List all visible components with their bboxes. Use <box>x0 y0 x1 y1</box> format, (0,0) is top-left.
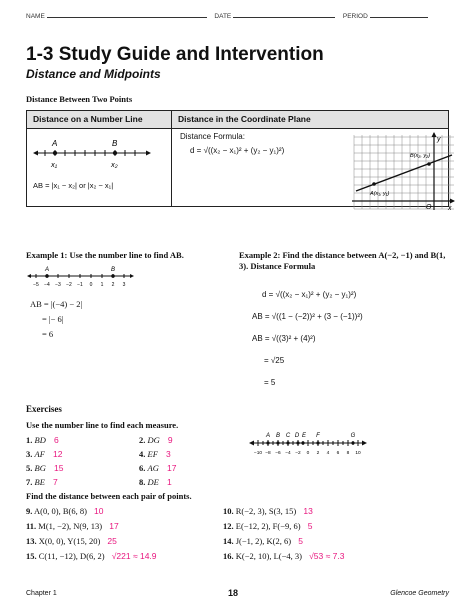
answer: 15 <box>53 463 64 473</box>
pair-item: 12. E(−12, 2), F(−9, 6) 5 <box>223 521 313 531</box>
ex1-tick-label: −2 <box>66 282 72 288</box>
answer: 25 <box>107 536 117 546</box>
example1-work <box>30 297 82 342</box>
col1-header: Distance on a Number Line <box>27 111 172 129</box>
ex1-tick-label: −4 <box>44 282 50 288</box>
exercises-mid-col <box>139 433 176 489</box>
exercises-heading: Exercises <box>26 404 62 414</box>
col2-cell <box>172 129 452 211</box>
pair-item: 16. K(−2, 10), L(−4, 3) √53 ≈ 7.3 <box>223 551 345 561</box>
graph-origin-label: O <box>426 204 432 211</box>
ex2-line: = 5 <box>264 378 276 387</box>
ex-point-label: A <box>265 433 271 439</box>
example1-heading <box>26 250 184 260</box>
ex1-line: = |− 6| <box>42 314 64 324</box>
graph-point-a: A(x₁, y₁) <box>370 191 390 197</box>
exercise-item: 5. BG 15 <box>26 463 64 473</box>
answer: √221 ≈ 14.9 <box>111 551 157 561</box>
exercises-instruction-1: Use the number line to find each measure. <box>26 420 179 430</box>
ex2-line: AB = √((3)² + (4)²) <box>252 334 316 343</box>
pair-item: 9. A(0, 0), B(6, 8) 10 <box>26 506 104 516</box>
x1-label: x₁ <box>51 160 58 169</box>
pairs-right-col <box>223 504 344 564</box>
exercises-left-col <box>26 433 63 489</box>
answer: 9 <box>167 435 173 445</box>
answer: √53 ≈ 7.3 <box>309 551 345 561</box>
ex1-tick-label: 2 <box>111 282 115 288</box>
exercise-item: 2. DG 9 <box>139 435 173 445</box>
answer: 17 <box>166 463 177 473</box>
section-heading: Distance Between Two Points <box>26 94 133 104</box>
graph-y-label: y <box>437 136 441 143</box>
pair-item: 13. X(0, 0), Y(15, 20) 25 <box>26 536 117 546</box>
page-subtitle: Distance and Midpoints <box>26 67 161 81</box>
example2-heading-text: Find the distance between A(−2, −1) and B(1, 3). Distance Formula <box>239 250 446 271</box>
period-label: PERIOD <box>342 13 368 20</box>
distance-formula-label: Distance Formula: <box>180 132 245 141</box>
ex-tick-label: 2 <box>316 451 320 456</box>
answer: 1 <box>166 477 172 487</box>
graph-point-b: B(x₂, y₂) <box>410 153 431 159</box>
ex1-tick-label: 1 <box>100 282 104 288</box>
ex-tick-label: 4 <box>326 451 330 456</box>
ex1-tick-label: −3 <box>55 282 61 288</box>
period-blank <box>370 17 428 18</box>
ex-point-label: C <box>285 433 291 439</box>
example2-heading-bold: Example 2: <box>239 250 281 260</box>
answer: 6 <box>53 435 59 445</box>
answer: 5 <box>307 521 313 531</box>
name-blank <box>47 17 207 18</box>
ex-tick-label: −4 <box>285 451 291 456</box>
ex-tick-label: −8 <box>265 451 271 456</box>
ex-point-label: G <box>350 433 356 439</box>
answer: 10 <box>94 506 104 516</box>
date-blank <box>233 17 335 18</box>
ex1-point-a: A <box>45 267 50 273</box>
ex-point-label: F <box>316 433 320 439</box>
ex1-tick-label: 0 <box>89 282 93 288</box>
example1-heading-text: Use the number line to find AB. <box>69 250 184 260</box>
ex1-line: = 6 <box>42 329 54 339</box>
ex-point-label: E <box>301 433 307 439</box>
point-b-label: B <box>112 139 118 148</box>
ex-tick-label: −6 <box>275 451 281 456</box>
example2-heading <box>239 250 449 272</box>
ex1-line: AB = |(−4) − 2| <box>30 299 83 309</box>
concept-table <box>26 110 452 211</box>
example2-work <box>252 284 363 394</box>
ex-tick-label: 6 <box>336 451 340 456</box>
ex-tick-label: 10 <box>355 451 361 456</box>
answer: 5 <box>298 536 303 546</box>
ex1-tick-label: 3 <box>122 282 126 288</box>
ex2-line: AB = √((1 − (−2))² + (3 − (−1))²) <box>252 312 363 321</box>
exercise-item: 3. AF 12 <box>26 449 63 459</box>
exercise-item: 7. BE 7 <box>26 477 58 487</box>
ex-point-label: D <box>294 433 300 439</box>
exercises-instruction-2: Find the distance between each pair of points. <box>26 491 192 501</box>
exercise-item: 6. AG 17 <box>139 463 177 473</box>
exercises-number-line <box>248 430 368 458</box>
col1-cell <box>27 129 172 207</box>
ex-tick-label: −2 <box>295 451 301 456</box>
header-row <box>26 13 449 20</box>
answer: 7 <box>53 477 58 487</box>
exercise-item: 8. DE 1 <box>139 477 172 487</box>
distance-formula: d = √((x₂ − x₁)² + (y₂ − y₁)²) <box>190 146 285 155</box>
pairs-left-col <box>26 504 157 564</box>
exercise-item: 1. BD 6 <box>26 435 59 445</box>
example1-number-line <box>26 264 136 290</box>
x2-label: x₂ <box>111 160 118 169</box>
ex-tick-label: −10 <box>253 451 263 456</box>
ex1-tick-label: −5 <box>33 282 39 288</box>
ex-tick-label: 0 <box>306 451 310 456</box>
pair-item: 10. R(−2, 3), S(3, 15) 13 <box>223 506 313 516</box>
answer: 17 <box>109 521 119 531</box>
name-label: NAME <box>26 13 45 20</box>
answer: 3 <box>166 449 171 459</box>
coordinate-graph <box>350 131 456 211</box>
pair-item: 11. M(1, −2), N(9, 13) 17 <box>26 521 119 531</box>
ex-point-label: B <box>275 433 281 439</box>
footer-left: Chapter 1 <box>26 590 57 597</box>
ex2-line: = √25 <box>264 356 285 365</box>
date-label: DATE <box>214 13 232 20</box>
example1-heading-bold: Example 1: <box>26 250 68 260</box>
page-title: 1-3 Study Guide and Intervention <box>26 44 324 65</box>
answer: 12 <box>53 449 63 459</box>
pair-item: 14. J(−1, 2), K(2, 6) 5 <box>223 536 303 546</box>
col2-header: Distance in the Coordinate Plane <box>172 111 449 129</box>
ex2-line: d = √((x₂ − x₁)² + (y₂ − y₁)²) <box>262 290 357 299</box>
ex-tick-label: 8 <box>346 451 350 456</box>
col1-formula: AB = |x₁ − x₂| or |x₂ − x₁| <box>33 181 114 190</box>
ex1-tick-label: −1 <box>77 282 83 288</box>
footer-page-number: 18 <box>228 588 239 598</box>
number-line-diagram <box>27 129 159 209</box>
answer: 13 <box>303 506 313 516</box>
exercise-item: 4. EF 3 <box>139 449 171 459</box>
ex1-point-b: B <box>111 267 116 273</box>
pair-item: 15. C(11, −12), D(6, 2) √221 ≈ 14.9 <box>26 551 157 561</box>
footer-right: Glencoe Geometry <box>390 590 449 597</box>
graph-x-label: x <box>448 205 452 211</box>
point-a-label: A <box>52 139 58 148</box>
